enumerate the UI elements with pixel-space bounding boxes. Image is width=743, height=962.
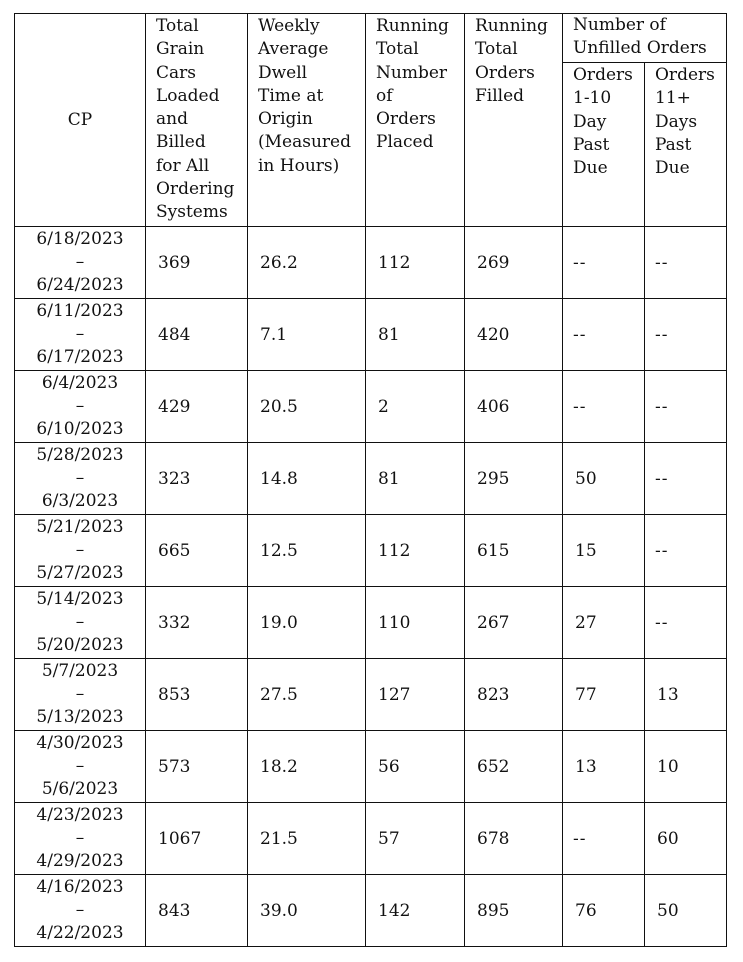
table-row [15,299,727,371]
header-line: Ordering [156,179,235,200]
date-separator: – [75,540,85,560]
date-start: 6/18/2023 [36,229,124,249]
cell-orders-filled: 823 [465,659,563,731]
date-separator: – [75,756,85,776]
cell-past-due-11-plus: -- [645,443,727,515]
date-start: 4/23/2023 [36,805,124,825]
date-start: 5/14/2023 [36,589,124,609]
date-separator: – [75,324,85,344]
header-line: for All [156,155,210,176]
header-line: Past [655,134,692,155]
date-separator: – [75,252,85,272]
header-line: Average [258,39,329,60]
table-row [15,875,727,947]
header-line: Running [475,16,548,36]
cell-dwell-time: 26.2 [248,227,366,299]
header-line: Days [655,111,698,132]
table-row [15,227,727,299]
header-line: Orders [573,65,633,85]
cell-past-due-11-plus: 13 [645,659,727,731]
date-end: 6/24/2023 [36,275,124,295]
cell-past-due-1-10: -- [563,227,645,299]
header-line: of [376,85,393,106]
cell-past-due-11-plus: 10 [645,731,727,803]
cell-past-due-1-10: 77 [563,659,645,731]
grain-orders-table [14,13,727,947]
date-separator: – [75,612,85,632]
cell-date-range [15,587,146,659]
date-start: 5/28/2023 [36,445,124,465]
date-start: 6/4/2023 [41,373,119,393]
header-line: 1-10 [573,88,612,109]
cell-orders-placed: 56 [366,731,465,803]
cell-total-cars: 843 [146,875,248,947]
cell-past-due-1-10: 76 [563,875,645,947]
cell-past-due-11-plus: -- [645,227,727,299]
cell-dwell-time: 12.5 [248,515,366,587]
cell-past-due-11-plus: -- [645,371,727,443]
cell-total-cars: 1067 [146,803,248,875]
table-row [15,803,727,875]
header-line: Origin [258,109,313,130]
cell-date-range [15,443,146,515]
header-line: Placed [376,132,434,153]
cell-orders-filled: 678 [465,803,563,875]
cell-dwell-time: 19.0 [248,587,366,659]
date-start: 4/16/2023 [36,877,124,897]
cell-past-due-1-10: -- [563,371,645,443]
cell-total-cars: 369 [146,227,248,299]
date-start: 5/7/2023 [41,661,119,681]
cell-date-range [15,659,146,731]
cell-past-due-11-plus: -- [645,299,727,371]
header-orders-placed [366,14,465,227]
cell-orders-placed: 112 [366,227,465,299]
cell-dwell-time: 21.5 [248,803,366,875]
header-line: Loaded [156,85,220,106]
cell-orders-placed: 110 [366,587,465,659]
header-line: Day [573,111,607,132]
header-line: Cars [156,62,196,83]
header-line: Grain [156,39,205,60]
table-row [15,731,727,803]
header-line: Due [573,158,608,179]
cell-total-cars: 332 [146,587,248,659]
cell-dwell-time: 20.5 [248,371,366,443]
cell-past-due-1-10: 50 [563,443,645,515]
header-line: Orders [376,109,436,130]
cell-orders-filled: 295 [465,443,563,515]
table-row [15,371,727,443]
header-line: Number [376,62,448,83]
date-end: 5/20/2023 [36,635,124,655]
date-separator: – [75,684,85,704]
cell-total-cars: 484 [146,299,248,371]
header-line: Filled [475,85,525,106]
cell-total-cars: 853 [146,659,248,731]
cell-total-cars: 573 [146,731,248,803]
cell-past-due-1-10: 13 [563,731,645,803]
date-separator: – [75,396,85,416]
cell-dwell-time: 18.2 [248,731,366,803]
header-cp: CP [15,14,146,227]
cell-date-range [15,875,146,947]
cell-orders-filled: 406 [465,371,563,443]
cell-orders-placed: 81 [366,443,465,515]
header-line: Number of [573,15,666,35]
cell-total-cars: 665 [146,515,248,587]
date-start: 6/11/2023 [36,301,124,321]
table-row [15,443,727,515]
date-end: 5/6/2023 [41,779,119,799]
header-orders-filled [465,14,563,227]
header-line: Orders [655,65,715,85]
cell-date-range [15,371,146,443]
cell-past-due-1-10: -- [563,299,645,371]
header-line: in Hours) [258,155,340,176]
cell-orders-placed: 81 [366,299,465,371]
cell-orders-filled: 420 [465,299,563,371]
cell-past-due-1-10: 27 [563,587,645,659]
header-line: (Measured [258,132,351,153]
cell-orders-filled: 269 [465,227,563,299]
cell-dwell-time: 39.0 [248,875,366,947]
header-unfilled-orders [563,14,727,63]
header-line: Weekly [258,16,320,36]
cell-total-cars: 429 [146,371,248,443]
cell-total-cars: 323 [146,443,248,515]
date-end: 4/29/2023 [36,851,124,871]
date-separator: – [75,468,85,488]
header-past-due-11-plus [645,63,727,227]
header-line: Due [655,158,690,179]
cell-orders-placed: 127 [366,659,465,731]
header-line: Billed [156,132,206,153]
cell-date-range [15,515,146,587]
cell-orders-placed: 2 [366,371,465,443]
cell-dwell-time: 7.1 [248,299,366,371]
header-line: Dwell [258,62,308,83]
date-separator: – [75,828,85,848]
cell-date-range [15,731,146,803]
table-row [15,659,727,731]
date-separator: – [75,900,85,920]
date-start: 5/21/2023 [36,517,124,537]
header-dwell-time [248,14,366,227]
cell-orders-filled: 615 [465,515,563,587]
cell-past-due-11-plus: -- [645,587,727,659]
header-line: Systems [156,202,228,223]
header-line: Running [376,16,449,36]
header-row-top [15,14,727,63]
header-line: Time at [258,85,324,106]
header-line: Total [376,39,419,60]
date-end: 4/22/2023 [36,923,124,943]
cell-dwell-time: 27.5 [248,659,366,731]
cell-orders-placed: 112 [366,515,465,587]
cell-orders-placed: 57 [366,803,465,875]
cell-past-due-11-plus: 50 [645,875,727,947]
header-line: Past [573,134,610,155]
header-past-due-1-10 [563,63,645,227]
date-end: 6/17/2023 [36,347,124,367]
cell-past-due-11-plus: -- [645,515,727,587]
date-end: 6/3/2023 [41,491,119,511]
header-line: Total [156,16,199,36]
cell-date-range [15,803,146,875]
header-line: Unfilled Orders [573,38,707,59]
date-end: 6/10/2023 [36,419,124,439]
cell-past-due-11-plus: 60 [645,803,727,875]
cell-date-range [15,299,146,371]
date-end: 5/27/2023 [36,563,124,583]
date-start: 4/30/2023 [36,733,124,753]
table-row [15,515,727,587]
cell-past-due-1-10: 15 [563,515,645,587]
table-body [15,227,727,947]
header-line: Total [475,39,518,60]
cell-orders-filled: 895 [465,875,563,947]
cell-orders-filled: 267 [465,587,563,659]
date-end: 5/13/2023 [36,707,124,727]
cell-past-due-1-10: -- [563,803,645,875]
table-row [15,587,727,659]
header-line: Orders [475,62,535,83]
cell-dwell-time: 14.8 [248,443,366,515]
header-line: 11+ [655,88,691,109]
cell-date-range [15,227,146,299]
cell-orders-placed: 142 [366,875,465,947]
cell-orders-filled: 652 [465,731,563,803]
header-total-cars [146,14,248,227]
header-line: and [156,109,188,130]
